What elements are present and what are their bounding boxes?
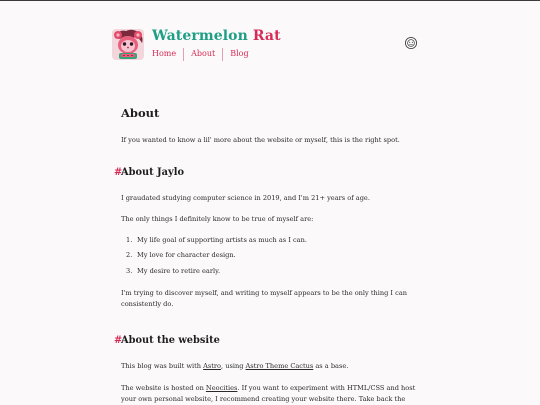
section-heading-about-jaylo: [114, 166, 184, 180]
paragraph: I graudated studying computer science in 2019, and I'm 21+ years of age.: [121, 194, 370, 202]
site-title-part1: Watermelon: [152, 28, 248, 44]
top-border: [0, 0, 540, 1]
section-heading-text: About Jaylo: [121, 167, 184, 178]
list-item: [121, 264, 307, 279]
list-item: [121, 233, 307, 248]
site-title-part2: Rat: [252, 28, 281, 44]
nav-about-link[interactable]: About: [191, 49, 216, 58]
nav-home-link[interactable]: Home: [152, 49, 177, 58]
main-nav: [152, 47, 256, 61]
list-item-text: My life goal of supporting artists as much as I can.: [137, 236, 307, 244]
astro-link[interactable]: Astro: [203, 362, 222, 370]
list-item-text: My desire to retire early.: [137, 266, 221, 275]
section-heading-text: About the website: [121, 335, 220, 346]
text-span: The website is hosted on: [121, 384, 206, 392]
paragraph: [121, 383, 426, 405]
intro-paragraph: If you wanted to know a lil' more about the website or myself, this is the right spot.: [121, 136, 400, 144]
page-title: About: [121, 106, 160, 120]
paragraph: The only things I definitely know to be true of myself are:: [121, 215, 314, 223]
paragraph: [121, 288, 421, 310]
list-item-number: 3.: [126, 266, 133, 275]
paragraph-line: your own personal website, I recommend creating your website there. Take back the: [121, 395, 406, 403]
nav-blog-link[interactable]: Blog: [230, 49, 249, 58]
list-item-text: My love for character design.: [137, 251, 236, 260]
theme-toggle-icon[interactable]: [404, 36, 418, 50]
site-title[interactable]: [152, 28, 281, 44]
astro-theme-cactus-link[interactable]: Astro Theme Cactus: [245, 362, 314, 370]
heading-anchor[interactable]: #: [114, 167, 123, 178]
page: [110, 24, 430, 403]
watermelon-rat-logo-icon[interactable]: [110, 26, 146, 62]
list-item-number: 2.: [126, 251, 133, 260]
text-span: as a base.: [313, 362, 349, 370]
paragraph: [121, 361, 411, 372]
paragraph-line: consistently do.: [121, 300, 174, 308]
list-item: [121, 248, 307, 263]
text-span: , using: [221, 362, 246, 370]
text-span: . If you want to experiment with HTML/CSS and host: [237, 384, 416, 392]
list-item-number: 1.: [126, 236, 133, 244]
text-span: This blog was built with: [121, 362, 204, 370]
section-heading-about-website: [114, 334, 220, 348]
heading-anchor[interactable]: #: [114, 335, 123, 346]
neocities-link[interactable]: Neocities: [205, 384, 238, 392]
site-header: [110, 24, 430, 64]
paragraph-line: I'm trying to discover myself, and writing to myself appears to be the only thing I can: [121, 289, 408, 297]
ordered-list: [121, 233, 307, 279]
